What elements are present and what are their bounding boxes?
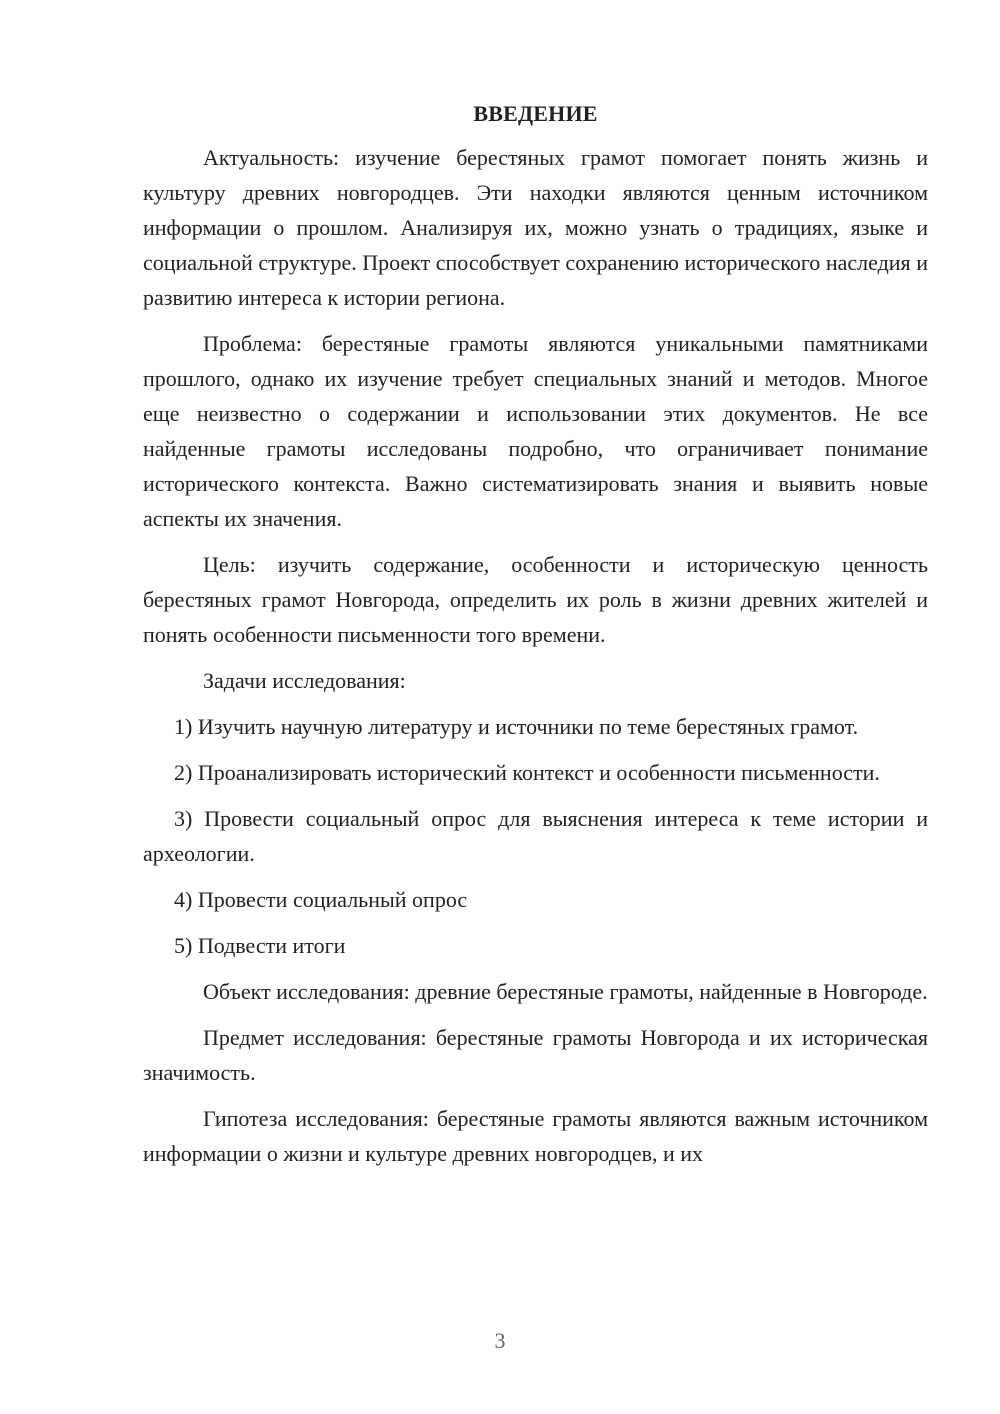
tasks-heading: Задачи исследования: [203,668,406,693]
page-number: 3 [494,1328,506,1353]
subject-paragraph: Предмет исследования: берестяные грамоты Новгорода и их историческая значимость. [143,1025,928,1085]
page-body [143,96,928,1171]
task-item-5: 5) Подвести итоги [174,933,346,958]
relevance-paragraph: Актуальность: изучение берестяных грамот помогает понять жизнь и культуру древних новгородцев. Эти находки являются ценным источником информации о прошлом. Анализируя их, можно узнать о традициях, языке и социальной структуре. Проект способствует сохранению исторического наследия и развитию интереса к истории региона. [143,145,928,310]
problem-paragraph: Проблема: берестяные грамоты являются уникальными памятниками прошлого, однако их изучение требует специальных знаний и методов. Многое еще неизвестно о содержании и использовании этих документов. Не все найденные грамоты исследованы подробно, что ограничивает понимание исторического контекста. Важно систематизировать знания и выявить новые аспекты их значения. [143,331,928,531]
hypothesis-paragraph: Гипотеза исследования: берестяные грамоты являются важным источником информации о жизни и культуре древних новгородцев, и их [143,1106,928,1166]
task-item-1: 1) Изучить научную литературу и источники по теме берестяных грамот. [174,714,859,739]
task-item-3: 3) Провести социальный опрос для выяснения интереса к теме истории и археологии. [143,806,928,866]
goal-paragraph: Цель: изучить содержание, особенности и историческую ценность берестяных грамот Новгорода, определить их роль в жизни древних жителей и понять особенности письменности того времени. [143,552,928,647]
task-item-4: 4) Провести социальный опрос [174,887,468,912]
object-paragraph: Объект исследования: древние берестяные грамоты, найденные в Новгороде. [203,979,928,1004]
page-title: ВВЕДЕНИЕ [473,101,598,126]
task-item-2: 2) Проанализировать исторический контекст и особенности письменности. [174,760,880,785]
